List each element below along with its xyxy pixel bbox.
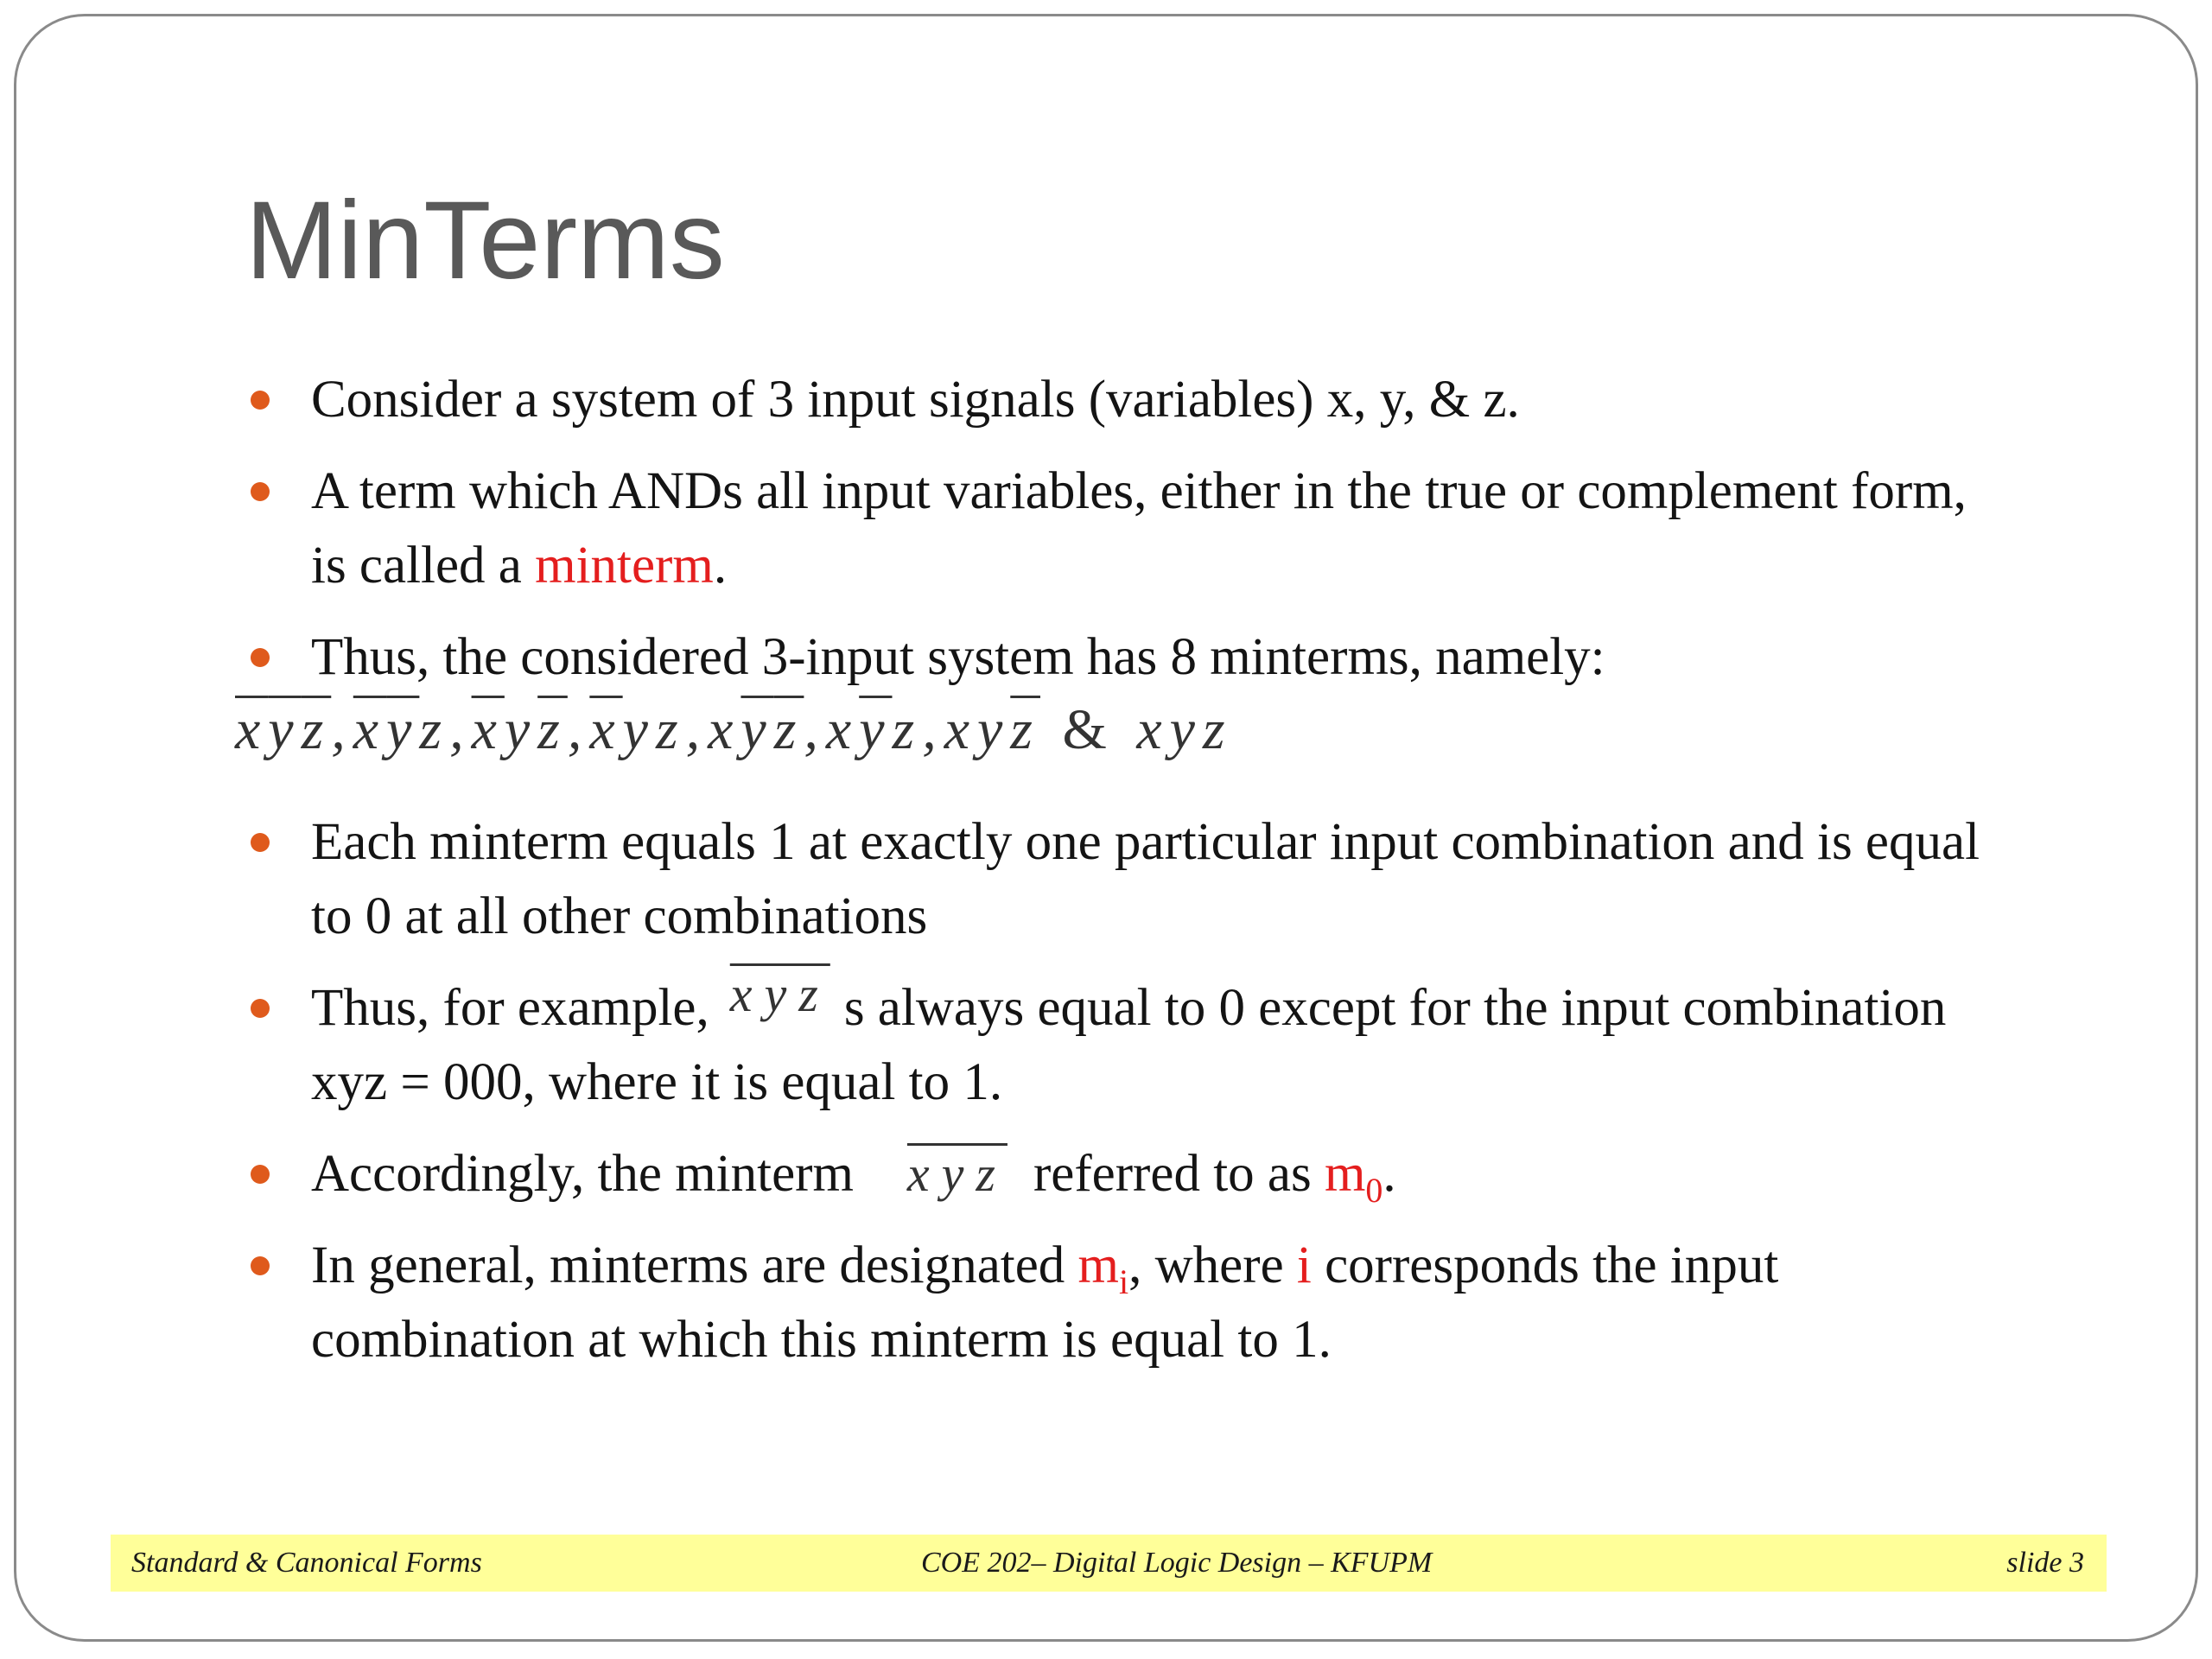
minterm-separator: , [331,698,353,761]
example-minterm-math: $\overline{xyz}$ [729,966,830,1022]
bullet-6-pre: Accordingly, the minterm [311,1145,854,1203]
minterm-7 [1136,698,1232,761]
bullet-5 [311,966,2082,1120]
bullet-dot-icon [251,391,270,410]
bullet-3 [311,620,2082,695]
minterm-variable-y: $\overline{y}$ [386,698,420,761]
bullet-1-text: Consider a system of 3 input signals (variables) x, y, & z. [311,371,1520,429]
bullet-7-mid-2: corresponds the input [1311,1236,1779,1294]
bullet-3-text: Thus, the considered 3-input system has 8 minterms, namely: [311,628,1605,686]
minterm-variable-x: $\overline{x}$ [235,698,269,761]
minterm-variable-y: $\overline{y}$ [268,698,302,761]
bullet-5-post: s always equal to 0 except for the input combination [843,979,1947,1037]
minterm-5 [826,698,922,761]
minterm-variable-z: z [892,698,923,761]
minterm-3 [589,698,685,761]
minterm-variable-y: $\overline{y}$ [859,698,893,761]
i-label: i [1296,1236,1312,1294]
footer-bar [111,1535,2107,1592]
minterm-variable-x: x [944,698,977,761]
minterm-separator: , [804,698,826,761]
bullet-dot-icon [251,999,270,1018]
bullet-4-line-2: to 0 at all other combinations [311,887,928,945]
minterm-variable-y: $\overline{y}$ [741,698,774,761]
bullet-dot-icon [251,833,270,852]
minterm-2 [472,698,568,761]
minterm-variable-z: $\overline{z}$ [301,698,332,761]
minterm-variable-x: x [708,698,741,761]
bullet-7-pre: In general, minterms are designated [311,1236,1078,1294]
footer-slide-number: slide 3 [2006,1547,2084,1579]
minterm-separator: , [449,698,472,761]
minterm-separator: , [567,698,590,761]
footer-center-text: COE 202– Digital Logic Design – KFUPM [921,1547,1433,1579]
minterm-variable-x: $\overline{x}$ [353,698,387,761]
bullet-7-mid-1: , where [1128,1236,1297,1294]
bullet-7 [311,1229,2082,1377]
minterm-4 [708,698,804,761]
m0-label: $m_0$ [1324,1145,1383,1211]
m0-minterm-math: $\overline{xyz}$ [906,1146,1007,1202]
bullet-6 [311,1137,2082,1211]
minterm-variable-y: y [976,698,1011,761]
minterm-conjunction: & [1039,698,1137,761]
minterm-variable-z: $\overline{z}$ [537,698,568,761]
minterm-variable-y: y [504,698,538,761]
minterm-variable-y: y [1169,698,1203,761]
minterm-variable-x: x [1136,698,1170,761]
bullet-2 [311,454,2082,603]
minterm-separator: , [685,698,709,761]
minterm-variable-z: z [419,698,450,761]
footer-left-text: Standard & Canonical Forms [131,1547,482,1579]
bullet-1 [311,363,2082,437]
minterm-variable-z: $\overline{z}$ [1010,698,1040,761]
minterm-1 [353,698,449,761]
bullet-2-post: . [713,537,728,594]
minterm-highlight: minterm [535,537,714,594]
minterm-variable-x: $\overline{x}$ [471,698,505,761]
bullet-dot-icon [251,1256,270,1275]
bullet-2-line-1: A term which ANDs all input variables, either in the true or complement form, [311,462,1967,520]
minterm-variable-z: z [1202,698,1233,761]
bullet-4-line-1: Each minterm equals 1 at exactly one particular input combination and is equal [311,813,1980,871]
minterm-variable-z: z [655,698,686,761]
minterm-variable-y: y [622,698,656,761]
bullet-6-post: . [1382,1145,1396,1203]
bullet-7-line-2: combination at which this minterm is equal to 1. [311,1311,1332,1369]
bullet-2-pre: is called a [311,537,536,594]
bullet-dot-icon [251,648,270,667]
slide-title: MinTerms [245,179,725,302]
mi-label: $m_i$ [1077,1236,1129,1302]
minterm-variable-x: x [825,698,860,761]
bullet-5-line-2: xyz = 000, where it is equal to 1. [311,1053,1003,1111]
bullet-5-pre: Thus, for example, [311,979,709,1037]
bullet-4 [311,805,2082,954]
minterm-0 [235,698,331,761]
minterm-6 [944,698,1040,761]
minterm-separator: , [922,698,944,761]
minterm-list [235,691,1233,769]
minterm-variable-z: $\overline{z}$ [773,698,804,761]
bullet-dot-icon [251,1165,270,1184]
bullet-6-mid: referred to as [1033,1145,1325,1203]
bullet-dot-icon [251,482,270,501]
minterm-variable-x: $\overline{x}$ [589,698,623,761]
